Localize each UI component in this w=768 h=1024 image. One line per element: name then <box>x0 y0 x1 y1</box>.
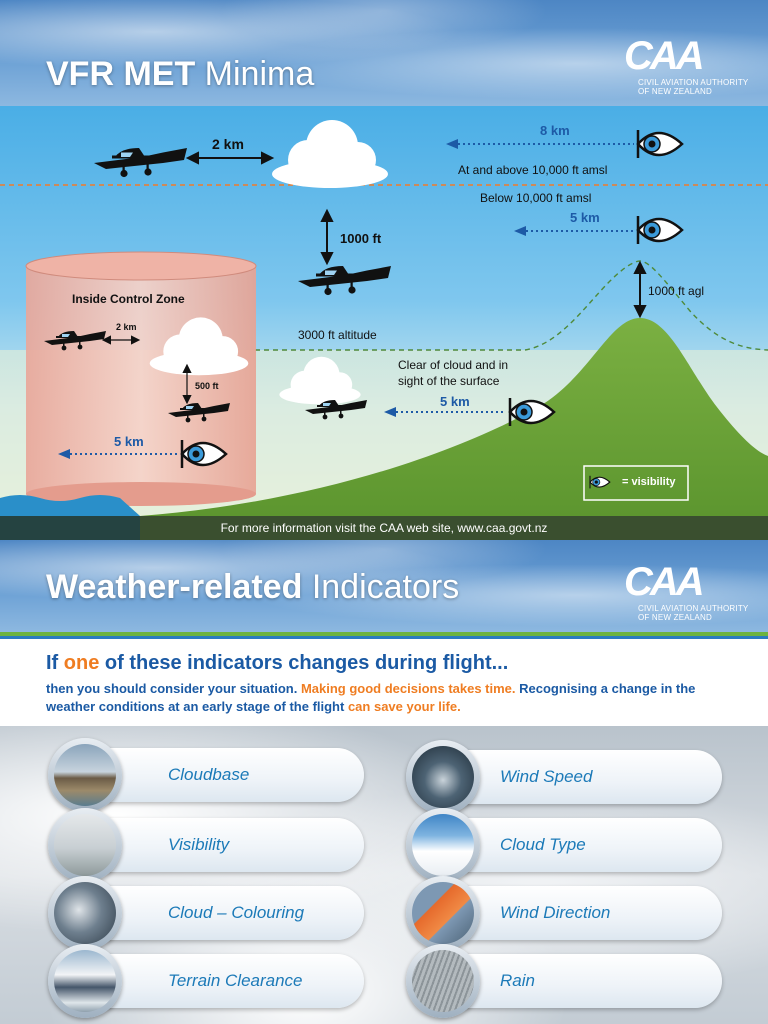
cloud-colouring-icon <box>48 876 122 950</box>
weather-banner <box>0 540 768 632</box>
plane-mid <box>298 266 391 295</box>
caa-logo-line1: CIVIL AVIATION AUTHORITY <box>638 78 749 87</box>
intro-body: then you should consider your situation. Making good decisions takes time. Recognising a change in the weather conditions at an early stage of the flight can save your life. <box>46 681 696 714</box>
vfr-title: VFR MET Minima <box>46 55 315 93</box>
wind-speed-icon <box>406 740 480 814</box>
label-above-10000: At and above 10,000 ft amsl <box>458 163 608 177</box>
caa-logo-line2: OF NEW ZEALAND <box>638 87 712 96</box>
label-below-10000: Below 10,000 ft amsl <box>480 191 592 205</box>
indicator-wind-direction <box>442 886 722 940</box>
indicator-cloud-colouring <box>84 886 364 940</box>
label-3000ft-altitude: 3000 ft altitude <box>298 328 377 342</box>
indicator-visibility <box>84 818 364 872</box>
indicator-label: Wind Speed <box>500 767 593 786</box>
legend-visibility-text: = visibility <box>622 476 676 488</box>
indicator-cloudbase <box>84 748 364 802</box>
indicator-terrain-clearance <box>84 954 364 1008</box>
label-5km-right: 5 km <box>570 210 600 225</box>
label-5km-low: 5 km <box>440 394 470 409</box>
rain-icon <box>406 944 480 1018</box>
indicator-label: Cloud – Colouring <box>168 903 305 922</box>
indicator-label: Rain <box>500 971 535 990</box>
label-cz-5km: 5 km <box>114 434 144 449</box>
indicator-rain <box>442 954 722 1008</box>
info-bar: For more information visit the CAA web site, www.caa.govt.nz <box>0 516 768 540</box>
caa-logo-line1-2: CIVIL AVIATION AUTHORITY <box>638 604 749 613</box>
indicator-wind-speed <box>442 750 722 804</box>
caa-logo-mark-2: CAA <box>624 560 702 604</box>
indicator-cloud-type <box>442 818 722 872</box>
vfr-minima-diagram <box>0 106 768 540</box>
caa-logo <box>624 36 748 96</box>
wind-direction-icon <box>406 876 480 950</box>
label-1000ft-agl: 1000 ft agl <box>648 284 705 298</box>
indicator-label: Cloudbase <box>168 765 250 784</box>
indicators-section <box>0 726 768 1024</box>
cloud-type-icon <box>406 808 480 882</box>
vfr-banner <box>0 0 768 106</box>
caa-logo-mark: CAA <box>624 34 702 78</box>
label-clear-of-cloud-1: Clear of cloud and in <box>398 358 509 372</box>
label-1000ft: 1000 ft <box>340 231 382 246</box>
plane-top <box>94 148 187 177</box>
caa-logo-2 <box>624 562 748 622</box>
indicator-label: Visibility <box>168 835 230 854</box>
caa-logo-line2-2: OF NEW ZEALAND <box>638 613 712 622</box>
label-cz-500ft: 500 ft <box>195 381 219 391</box>
label-clear-of-cloud-2: sight of the surface <box>398 374 500 388</box>
label-8km: 8 km <box>540 123 570 138</box>
label-inside-control-zone: Inside Control Zone <box>72 292 185 306</box>
eye-icon-5km-right <box>638 216 682 244</box>
blue-divider <box>0 636 768 639</box>
label-2km-top: 2 km <box>212 136 244 152</box>
indicator-label: Cloud Type <box>500 835 586 854</box>
label-cz-2km: 2 km <box>116 322 137 332</box>
weather-title: Weather-related Indicators <box>46 568 460 606</box>
cloudbase-icon <box>48 738 122 812</box>
intro-section <box>0 640 768 726</box>
terrain-clearance-icon <box>48 944 122 1018</box>
indicator-label: Terrain Clearance <box>168 971 303 990</box>
intro-heading: If one of these indicators changes during flight... <box>46 652 509 674</box>
visibility-icon <box>48 808 122 882</box>
eye-icon-8km <box>638 130 682 158</box>
cloud-top <box>272 120 388 188</box>
indicator-label: Wind Direction <box>500 903 611 922</box>
